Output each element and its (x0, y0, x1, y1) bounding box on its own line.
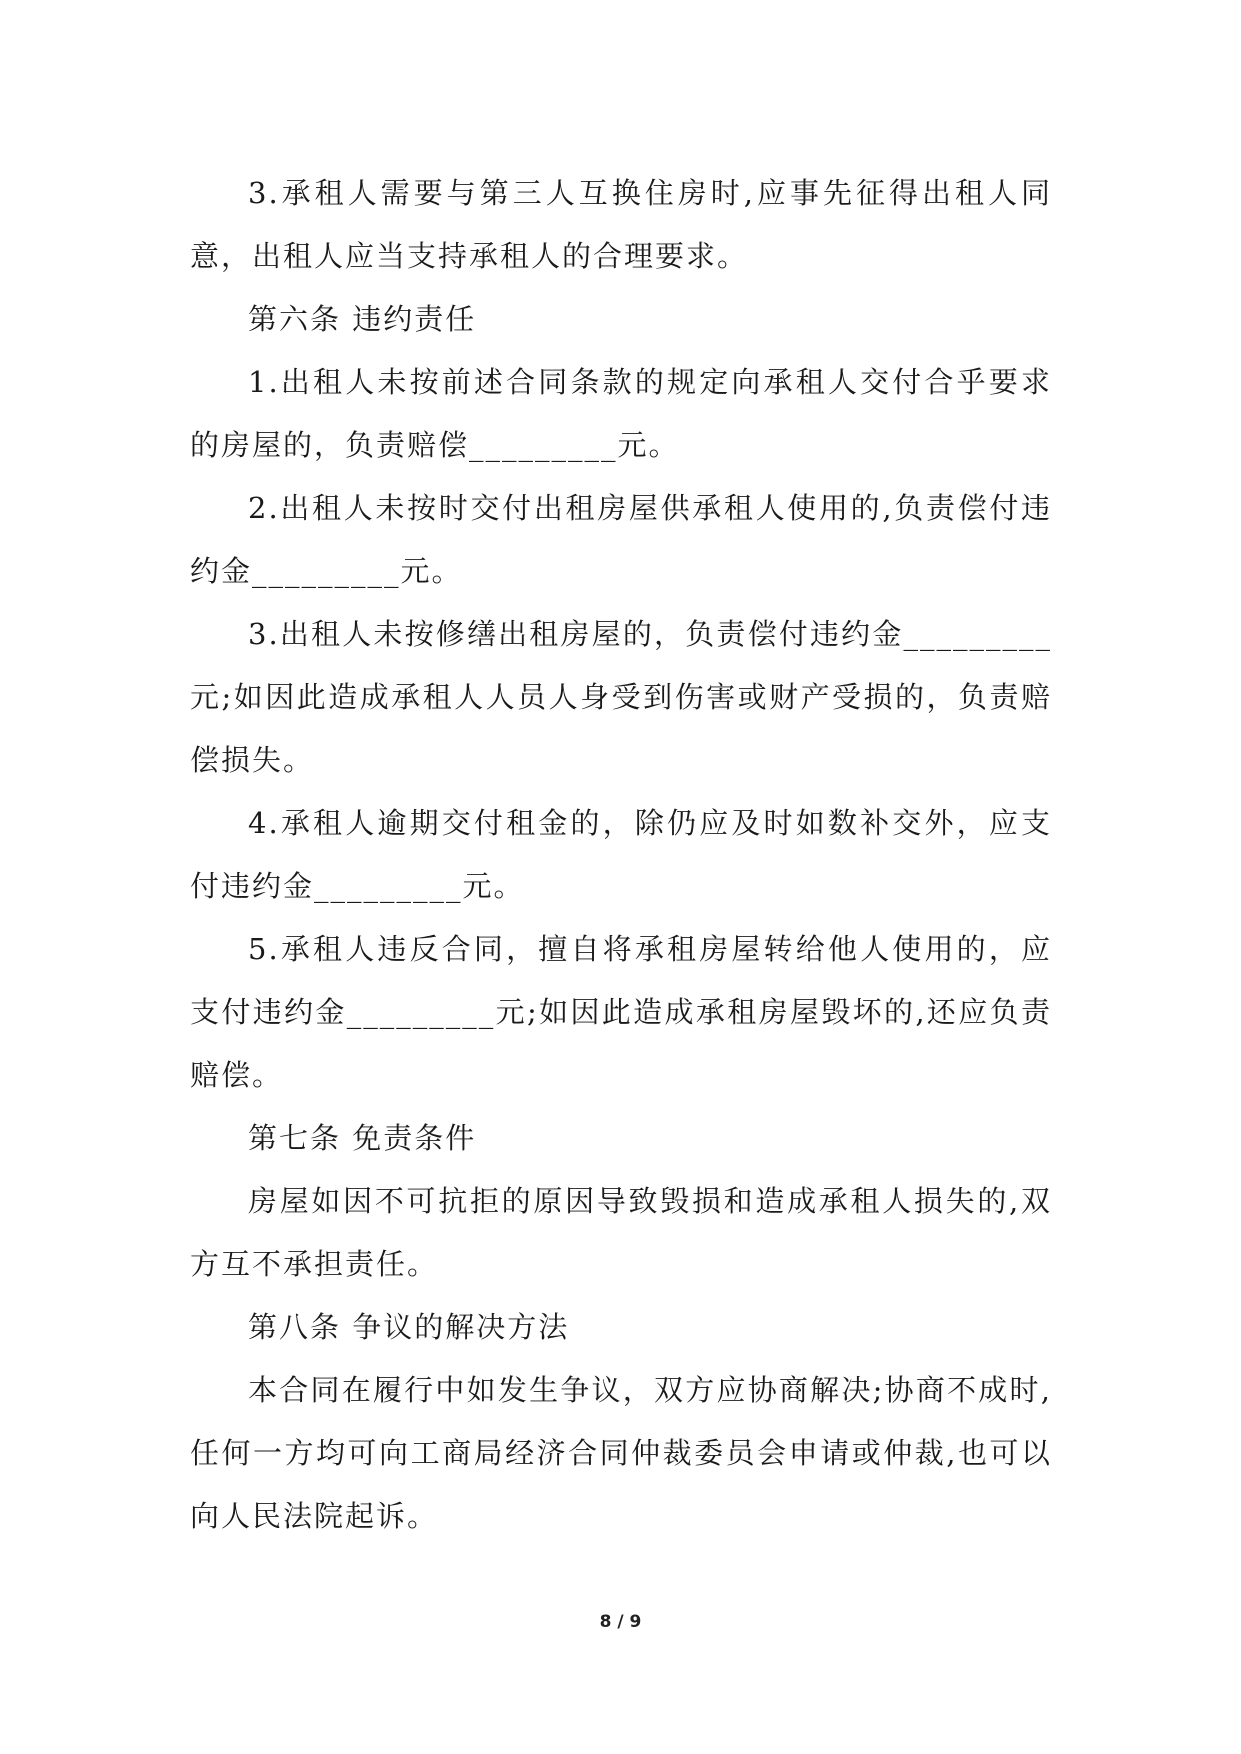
paragraph-liability-4: 4.承租人逾期交付租金的，除仍应及时如数补交外，应支付违约金_________元。 (190, 806, 1052, 903)
paragraph-liability-3: 3.出租人未按修缮出租房屋的，负责偿付违约金_________元;如因此造成承租人人员人身受到伤害或财产受损的，负责赔偿损失。 (190, 617, 1052, 777)
paragraph-liability-1: 1.出租人未按前述合同条款的规定向承租人交付合乎要求的房屋的，负责赔偿_________元。 (190, 365, 1052, 462)
section-heading-article-7: 第七条 免责条件 (248, 1121, 477, 1155)
section-heading-article-8: 第八条 争议的解决方法 (248, 1310, 570, 1344)
section-heading-article-6: 第六条 违约责任 (248, 302, 477, 336)
paragraph-liability-5: 5.承租人违反合同，擅自将承租房屋转给他人使用的，应支付违约金_________元;如因此造成承租房屋毁坏的,还应负责赔偿。 (190, 932, 1052, 1092)
document-body (190, 162, 1052, 1548)
paragraph-clause-3-exchange: 3.承租人需要与第三人互换住房时,应事先征得出租人同意，出租人应当支持承租人的合理要求。 (190, 176, 1052, 273)
paragraph-dispute-resolution: 本合同在履行中如发生争议，双方应协商解决;协商不成时,任何一方均可向工商局经济合同仲裁委员会申请或仲裁,也可以向人民法院起诉。 (190, 1373, 1052, 1533)
paragraph-exemption: 房屋如因不可抗拒的原因导致毁损和造成承租人损失的,双方互不承担责任。 (190, 1184, 1052, 1281)
page-number: 8 / 9 (599, 1612, 642, 1632)
paragraph-liability-2: 2.出租人未按时交付出租房屋供承租人使用的,负责偿付违约金_________元。 (190, 491, 1052, 588)
